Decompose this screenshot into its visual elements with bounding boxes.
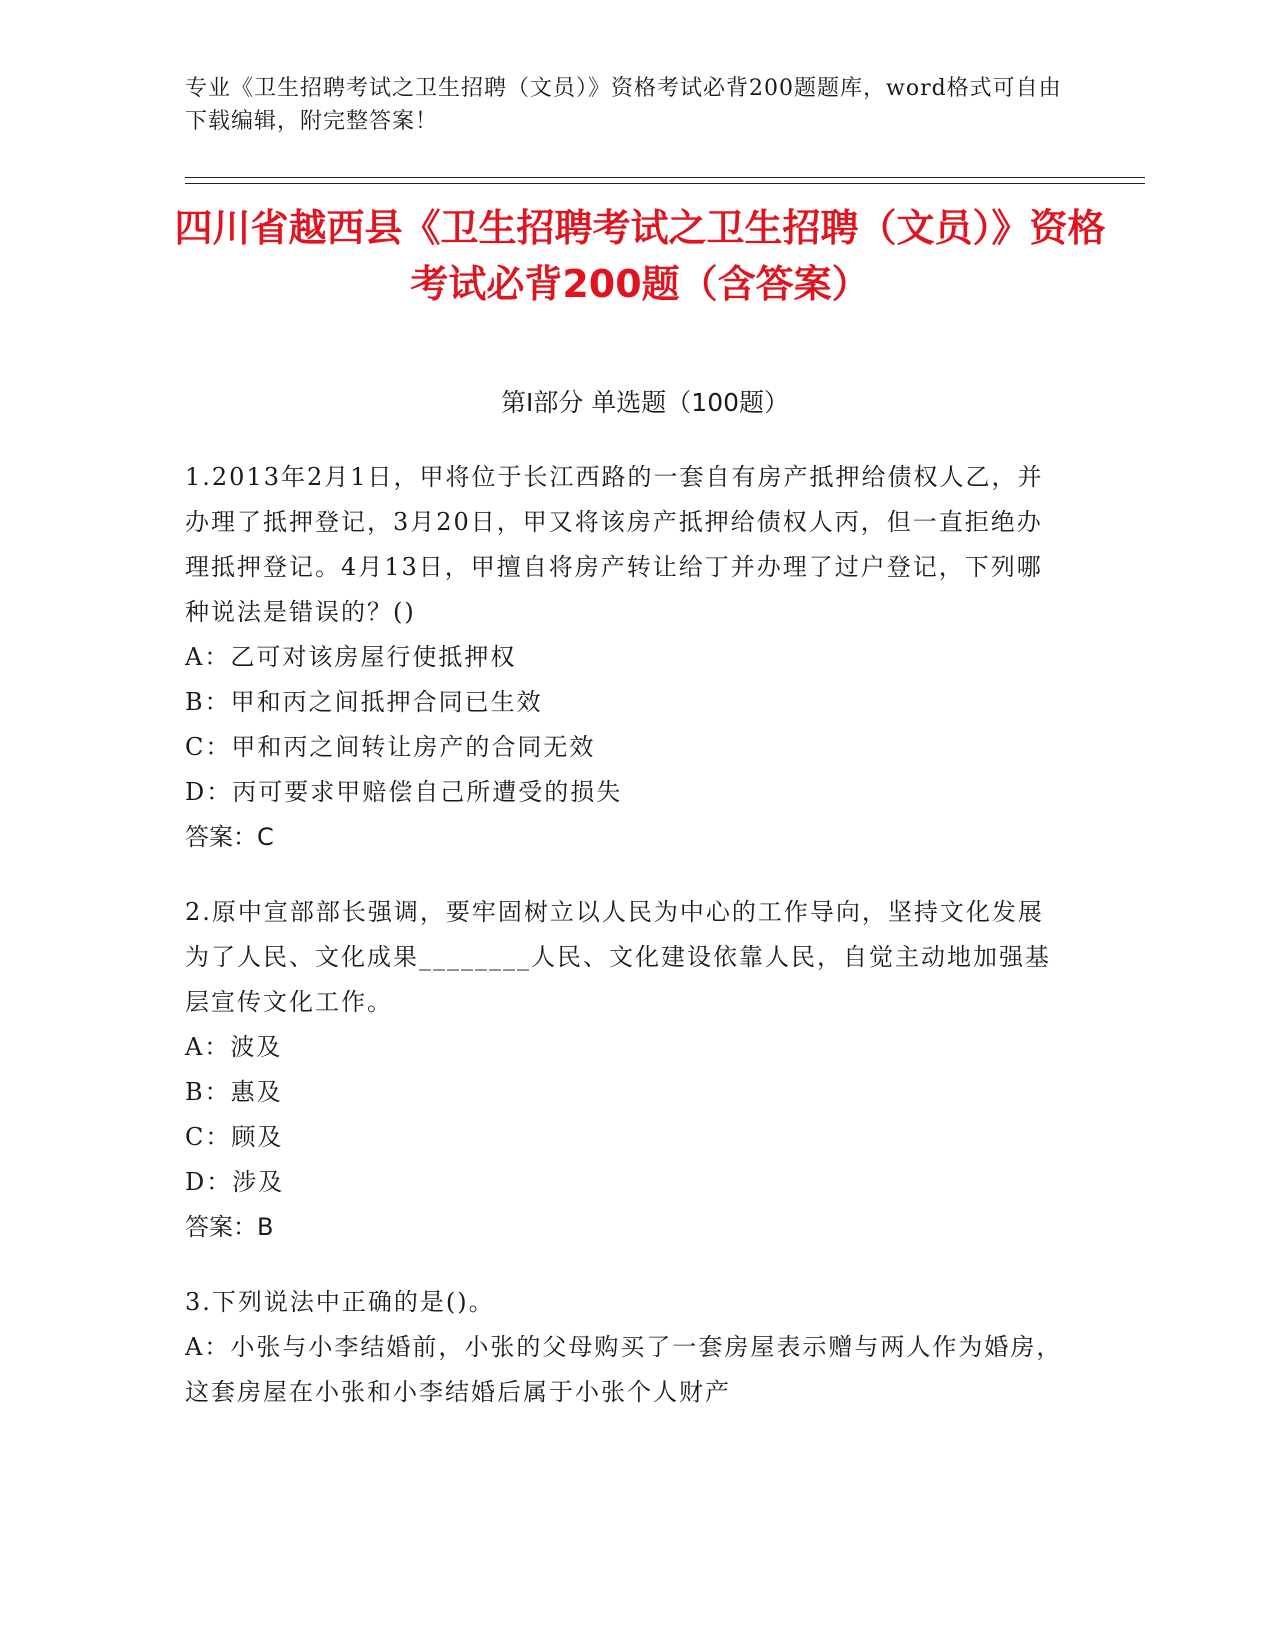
answer: 答案：C <box>185 823 274 851</box>
question-2 <box>185 890 1065 1250</box>
option-c: C：顾及 <box>185 1123 284 1151</box>
question-1 <box>185 455 1065 860</box>
header-note: 专业《卫生招聘考试之卫生招聘（文员）》资格考试必背200题题库，word格式可自由下载编辑，附完整答案！ <box>185 76 1062 134</box>
header-rule-bottom <box>185 183 1145 184</box>
question-stem: 2.原中宣部部长强调，要牢固树立以人民为中心的工作导向，坚持文化发展为了人民、文化成果________人民、文化建设依靠人民，自觉主动地加强基层宣传文化工作。 <box>185 898 1051 1016</box>
option-c: C：甲和丙之间转让房产的合同无效 <box>185 733 596 761</box>
option-a: A：乙可对该房屋行使抵押权 <box>185 643 517 671</box>
option-a: A：波及 <box>185 1033 283 1061</box>
option-a: A：小张与小李结婚前，小张的父母购买了一套房屋表示赠与两人作为婚房，这套房屋在小张和小李结婚后属于小张个人财产 <box>185 1333 1063 1406</box>
answer: 答案：B <box>185 1213 274 1241</box>
question-stem: 1.2013年2月1日，甲将位于长江西路的一套自有房产抵押给债权人乙，并办理了抵押登记，3月20日，甲又将该房产抵押给债权人丙，但一直拒绝办理抵押登记。4月13日，甲擅自将房产转让给丁并办理了过户登记，下列哪种说法是错误的？() <box>185 463 1044 626</box>
section-title: 第Ⅰ部分 单选题（100题） <box>500 388 790 417</box>
question-3 <box>185 1280 1065 1415</box>
option-b: B：惠及 <box>185 1078 283 1106</box>
question-stem: 3.下列说法中正确的是()。 <box>185 1288 495 1316</box>
option-d: D：涉及 <box>185 1168 285 1196</box>
option-d: D：丙可要求甲赔偿自己所遭受的损失 <box>185 778 623 806</box>
header-rule-top <box>185 177 1145 178</box>
option-b: B：甲和丙之间抵押合同已生效 <box>185 688 543 716</box>
document-title: 四川省越西县《卫生招聘考试之卫生招聘（文员）》资格考试必背200题（含答案） <box>174 206 1106 306</box>
